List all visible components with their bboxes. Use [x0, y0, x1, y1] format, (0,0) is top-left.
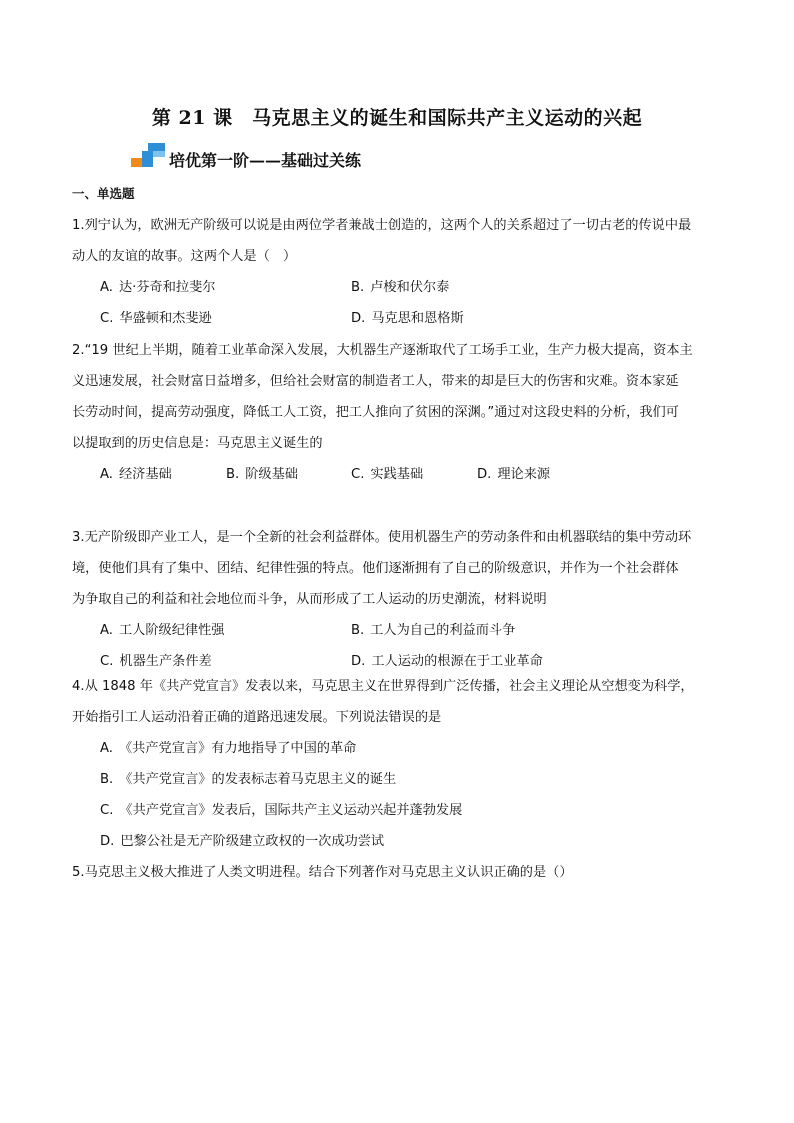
question-2-option-c: C. 实践基础 [351, 467, 424, 482]
question-1-line-2: 动人的友谊的故事。这两个人是（ ） [72, 249, 297, 264]
question-2-line-4: 以提取到的历史信息是：马克思主义诞生的 [72, 436, 323, 451]
question-4-line-1: 4.从 1848 年《共产党宣言》发表以来，马克思主义在世界得到广泛传播，社会主义理论从空想变为科学， [72, 679, 694, 694]
question-2-option-d: D. 理论来源 [477, 467, 551, 482]
section-header [131, 143, 361, 169]
question-4-option-d: D. 巴黎公社是无产阶级建立政权的一次成功尝试 [100, 834, 385, 849]
question-3-option-a: A. 工人阶级纪律性强 [100, 623, 225, 638]
question-4-option-a: A. 《共产党宣言》有力地指导了中国的革命 [100, 741, 357, 756]
question-3-line-3: 为争取自己的利益和社会地位而斗争，从而形成了工人运动的历史潮流，材料说明 [72, 592, 547, 607]
question-4-option-b: B. 《共产党宣言》的发表标志着马克思主义的诞生 [100, 772, 397, 787]
section-title: 培优第一阶——基础过关练 [169, 150, 362, 170]
question-2-option-a: A. 经济基础 [100, 467, 172, 482]
question-3-option-c: C. 机器生产条件差 [100, 654, 212, 669]
question-2-option-b: B. 阶级基础 [226, 467, 298, 482]
question-1-option-b: B. 卢梭和伏尔泰 [351, 280, 450, 295]
question-1-option-c: C. 华盛顿和杰斐逊 [100, 311, 212, 326]
question-4-option-c: C. 《共产党宣言》发表后，国际共产主义运动兴起并蓬勃发展 [100, 803, 463, 818]
question-3-option-d: D. 工人运动的根源在于工业革命 [351, 654, 543, 669]
question-3-line-2: 境，使他们具有了集中、团结、纪律性强的特点。他们逐渐拥有了自己的阶级意识，并作为一个社会群体 [72, 561, 679, 576]
question-4-line-2: 开始指引工人运动沿着正确的道路迅速发展。下列说法错误的是 [72, 710, 442, 725]
question-3-option-b: B. 工人为自己的利益而斗争 [351, 623, 516, 638]
stairs-icon [131, 143, 165, 169]
lesson-title: 第 21 课 马克思主义的诞生和国际共产主义运动的兴起 [151, 107, 643, 129]
question-3-line-1: 3.无产阶级即产业工人，是一个全新的社会利益群体。使用机器生产的劳动条件和由机器联结的集中劳动环 [72, 530, 692, 545]
question-type-heading: 一、单选题 [72, 186, 135, 201]
question-1-line-1: 1.列宁认为，欧洲无产阶级可以说是由两位学者兼战士创造的，这两个人的关系超过了一切古老的传说中最 [72, 218, 692, 233]
question-1-option-d: D. 马克思和恩格斯 [351, 311, 464, 326]
question-2-line-1: 2.“19 世纪上半期，随着工业革命深入发展，大机器生产逐渐取代了工场手工业，生产力极大提高，资本主 [72, 343, 693, 358]
question-2-line-2: 义迅速发展，社会财富日益增多，但给社会财富的制造者工人，带来的却是巨大的伤害和灾难。资本家延 [72, 374, 679, 389]
question-2-line-3: 长劳动时间，提高劳动强度，降低工人工资，把工人推向了贫困的深渊。”通过对这段史料的分析，我们可 [72, 405, 679, 420]
question-1-option-a: A. 达·芬奇和拉斐尔 [100, 280, 216, 295]
question-5-line-1: 5.马克思主义极大推进了人类文明进程。结合下列著作对马克思主义认识正确的是（） [72, 865, 573, 880]
